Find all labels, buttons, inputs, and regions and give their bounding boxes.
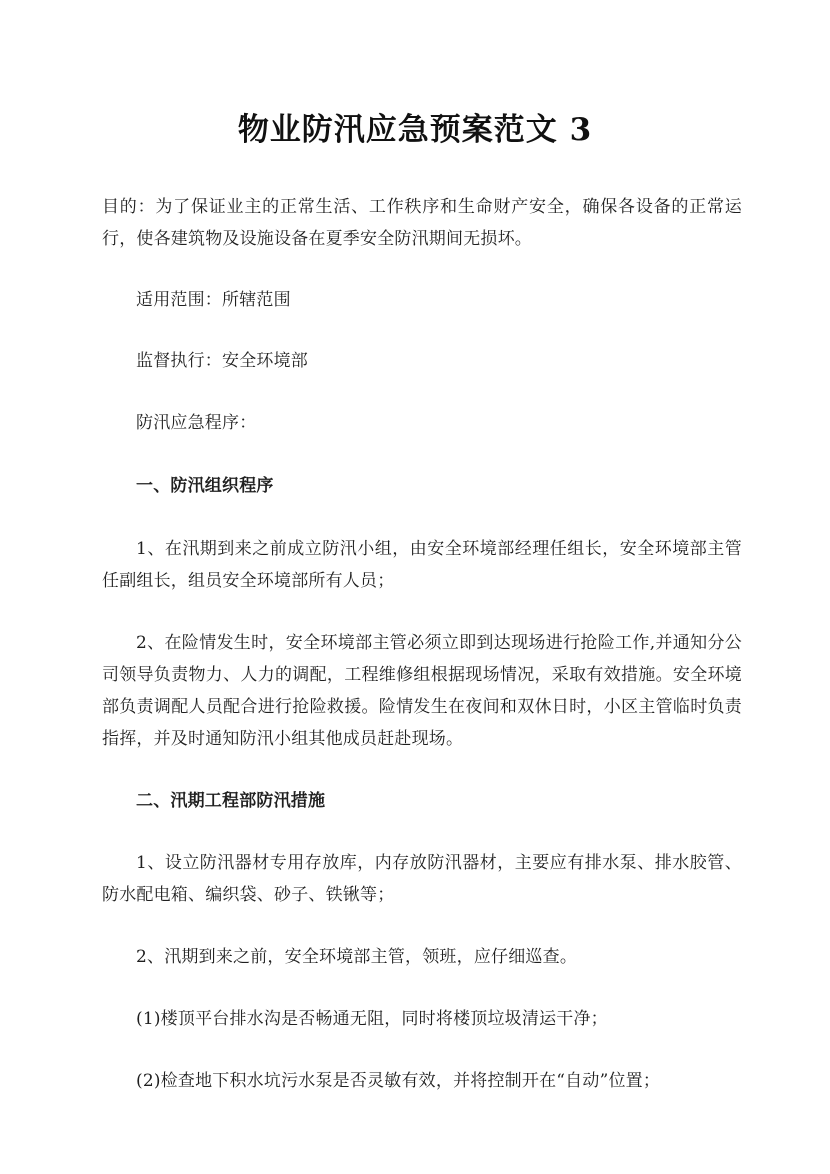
procedure-label: 防汛应急程序：	[136, 413, 257, 433]
purpose-paragraph: 目的：为了保证业主的正常生活、工作秩序和生命财产安全，确保各设备的正常运行，使各建筑物及设施设备在夏季安全防汛期间无损坏。	[102, 197, 742, 249]
supervision-paragraph: 监督执行：安全环境部	[136, 351, 308, 371]
check-item-2: (2)检查地下积水坑污水泵是否灵敏有效，并将控制开在“自动”位置；	[136, 1071, 661, 1091]
section-2-item-2: 2、汛期到来之前，安全环境部主管，领班，应仔细巡查。	[136, 947, 578, 967]
document-title: 物业防汛应急预案范文 3	[237, 112, 593, 148]
section-1-item-2: 2、在险情发生时，安全环境部主管必须立即到达现场进行抢险工作,并通知分公司领导负责物力、人力的调配，工程维修组根据现场情况，采取有效措施。安全环境部负责调配人员配合进行抢险救援。险情发生在夜间和双休日时，小区主管临时负责指挥，并及时通知防汛小组其他成员赶赴现场。	[102, 633, 742, 749]
scope-paragraph: 适用范围：所辖范围	[136, 290, 291, 310]
section-2-item-1: 1、设立防汛器材专用存放库，内存放防汛器材，主要应有排水泵、排水胶管、防水配电箱、编织袋、砂子、铁锹等；	[102, 853, 742, 905]
check-item-1: (1)楼顶平台排水沟是否畅通无阻，同时将楼顶垃圾清运干净；	[136, 1009, 608, 1029]
section-1-item-1: 1、在汛期到来之前成立防汛小组，由安全环境部经理任组长，安全环境部主管任副组长，组员安全环境部所有人员；	[102, 539, 742, 591]
section-heading-1: 一、防汛组织程序	[136, 476, 274, 496]
section-heading-2: 二、汛期工程部防汛措施	[136, 791, 326, 811]
